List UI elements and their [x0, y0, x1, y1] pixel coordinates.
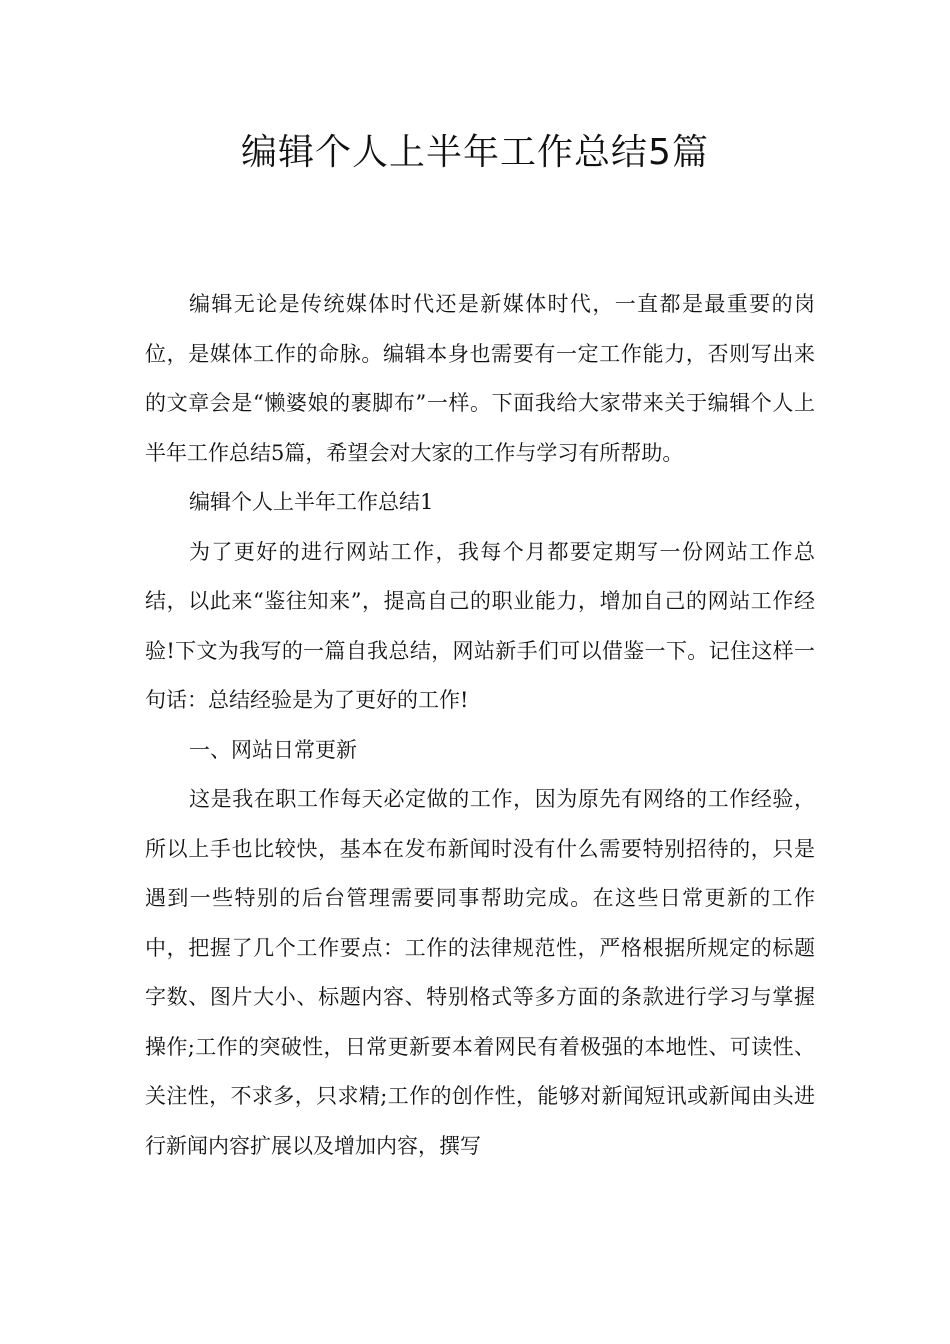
- document-body: [145, 280, 815, 1171]
- paragraph-daily-update: 这是我在职工作每天必定做的工作，因为原先有网络的工作经验，所以上手也比较快，基本在发布新闻时没有什么需要特别招待的，只是遇到一些特别的后台管理需要同事帮助完成。在这些日常更新的工作中，把握了几个工作要点：工作的法律规范性，严格根据所规定的标题字数、图片大小、标题内容、特别格式等多方面的条款进行学习与掌握操作;工作的突破性，日常更新要本着网民有着极强的本地性、可读性、关注性，不求多，只求精;工作的创作性，能够对新闻短讯或新闻由头进行新闻内容扩展以及增加内容，撰写: [145, 787, 815, 1158]
- paragraph-intro: 编辑无论是传统媒体时代还是新媒体时代，一直都是最重要的岗位，是媒体工作的命脉。编辑本身也需要有一定工作能力，否则写出来的文章会是“懒婆娘的裹脚布”一样。下面我给大家带来关于编辑个人上半年工作总结5篇，希望会对大家的工作与学习有所帮助。: [145, 292, 815, 465]
- paragraph-summary-1-intro: 为了更好的进行网站工作，我每个月都要定期写一份网站工作总结，以此来“鉴往知来”，提高自己的职业能力，增加自己的网站工作经验!下文为我写的一篇自我总结，网站新手们可以借鉴一下。记住这样一句话：总结经验是为了更好的工作!: [145, 539, 815, 712]
- section-heading-daily-update: 一、网站日常更新: [189, 737, 357, 762]
- document-title: 编辑个人上半年工作总结5篇: [241, 132, 709, 173]
- section-heading-summary-1: 编辑个人上半年工作总结1: [189, 490, 434, 514]
